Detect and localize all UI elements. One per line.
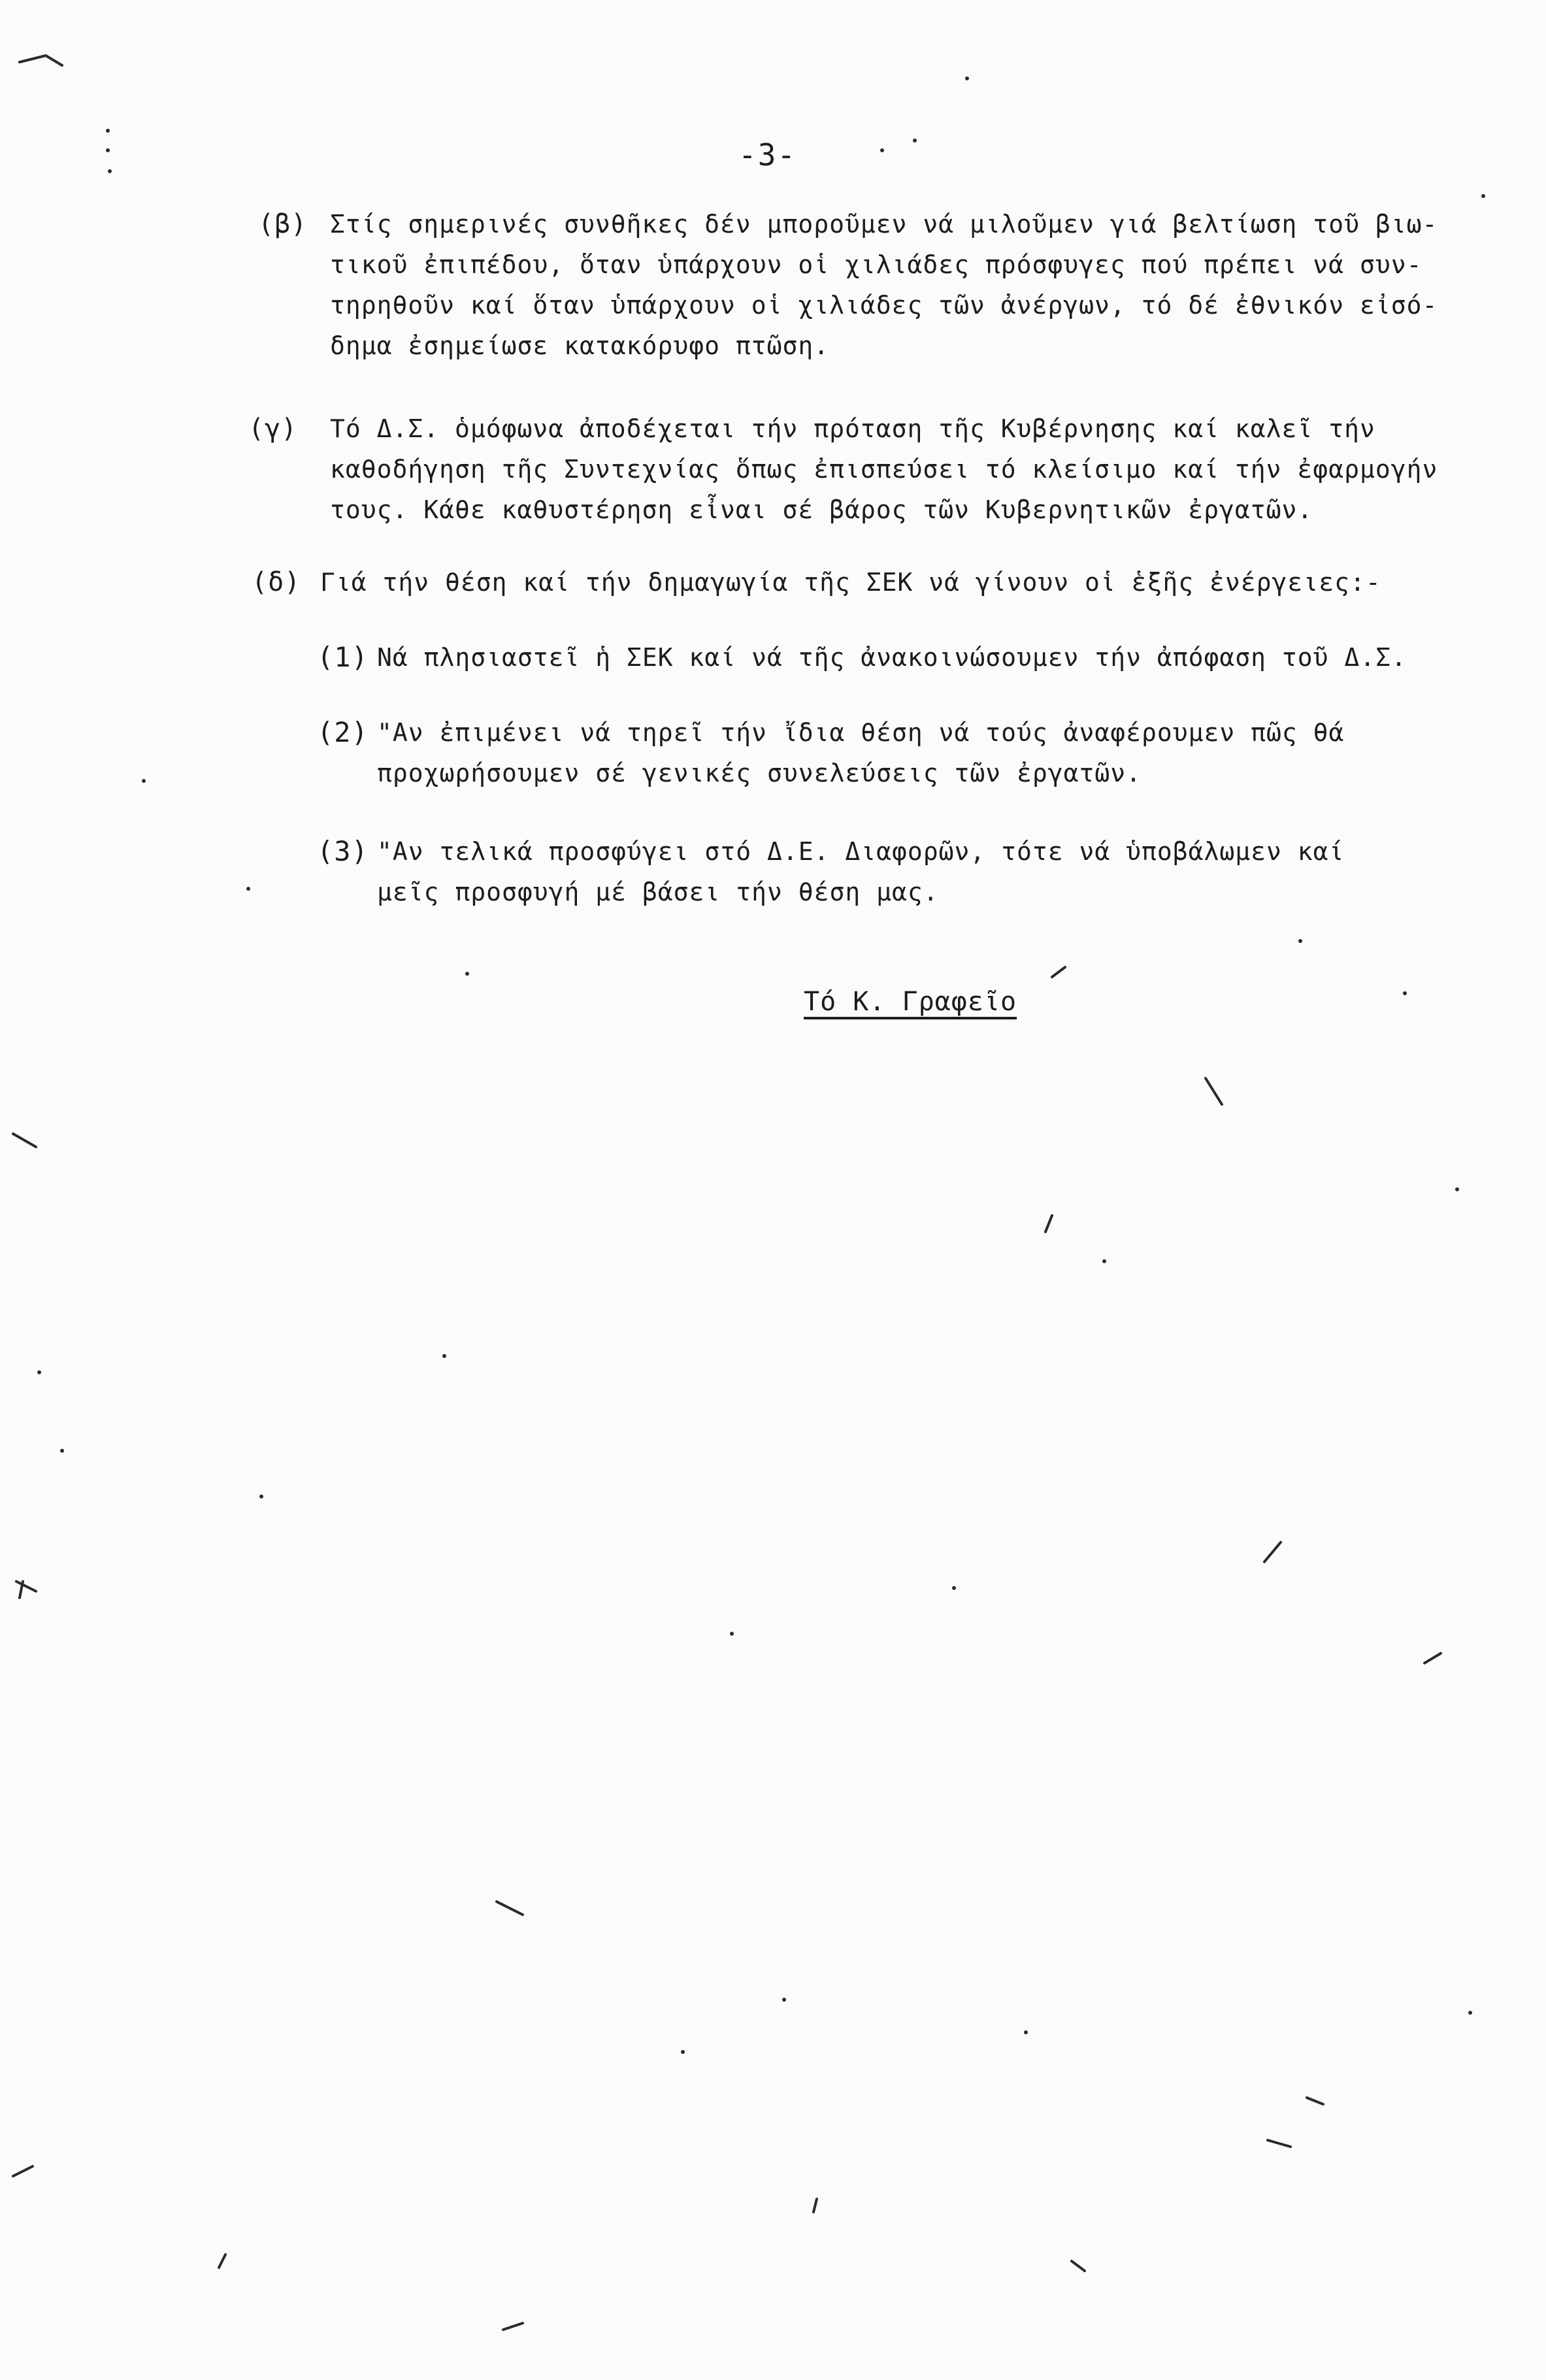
paragraph-line: δημα ἐσημείωσε κατακόρυφο πτῶση.	[330, 331, 830, 360]
page-number: -3-	[738, 137, 797, 173]
list-item-line: "Αν ἐπιμένει νά τηρεῖ τήν ἴδια θέση νά τούς ἀναφέρουμεν πῶς θά	[377, 718, 1345, 747]
list-item-line: Νά πλησιαστεῖ ἡ ΣΕΚ καί νά τῆς ἀνακοινώσουμεν τήν ἀπόφαση τοῦ Δ.Σ.	[377, 643, 1407, 672]
paragraph-marker: (δ)	[252, 567, 301, 597]
list-item-2	[317, 712, 1493, 793]
paragraph-line: καθοδήγηση τῆς Συντεχνίας ὅπως ἐπισπεύσει τό κλείσιμο καί τήν ἐφαρμογήν	[330, 455, 1438, 484]
paragraph-marker: (β)	[258, 209, 308, 239]
list-item-number: (3)	[317, 835, 369, 867]
paragraph-line: τους. Κάθε καθυστέρηση εἶναι σέ βάρος τῶν Κυβερνητικῶν ἐργατῶν.	[330, 495, 1313, 524]
list-item-line: μεῖς προσφυγή μέ βάσει τήν θέση μας.	[377, 878, 939, 906]
paragraph-line: Τό Δ.Σ. ὁμόφωνα ἀποδέχεται τήν πρόταση τῆς Κυβέρνησης καί καλεῖ τήν	[330, 414, 1375, 443]
list-item-3	[317, 831, 1493, 912]
paragraph-gamma	[248, 408, 1490, 530]
paragraph-line: Γιά τήν θέση καί τήν δημαγωγία τῆς ΣΕΚ νά γίνουν οἱ ἑξῆς ἐνέργειες:-	[320, 568, 1381, 597]
list-item-number: (1)	[317, 641, 369, 673]
paragraph-beta	[258, 204, 1500, 366]
list-item-1	[317, 637, 1493, 678]
signature: Τό Κ. Γραφεῖο	[804, 987, 1017, 1017]
paragraph-line: Στίς σημερινές συνθῆκες δέν μποροῦμεν νά μιλοῦμεν γιά βελτίωση τοῦ βιω-	[330, 210, 1438, 239]
paragraph-line: τηρηθοῦν καί ὅταν ὑπάρχουν οἱ χιλιάδες τῶν ἀνέργων, τό δέ ἐθνικόν εἰσό-	[330, 291, 1438, 320]
paragraph-line: τικοῦ ἐπιπέδου, ὅταν ὑπάρχουν οἱ χιλιάδες πρόσφυγες πού πρέπει νά συν-	[330, 250, 1423, 279]
paragraph-marker: (γ)	[248, 414, 298, 444]
list-item-line: προχωρήσουμεν σέ γενικές συνελεύσεις τῶν ἐργατῶν.	[377, 759, 1142, 787]
paragraph-delta	[252, 562, 1493, 603]
list-item-number: (2)	[317, 716, 369, 748]
list-item-line: "Αν τελικά προσφύγει στό Δ.Ε. Διαφορῶν, τότε νά ὑποβάλωμεν καί	[377, 837, 1345, 866]
